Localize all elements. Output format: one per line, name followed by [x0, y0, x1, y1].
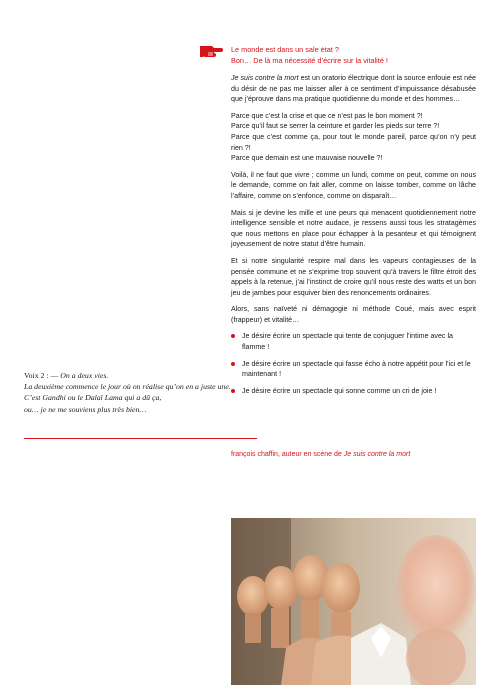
wish-list — [231, 331, 476, 396]
paragraph-text: est un oratorio électrique dont la source enfouie est née du désir de ne pas me laisser aller à ce sentiment d’impuissance désabusée que j’éprouve dans ma pratique quotidienne du monde et des hommes… — [231, 74, 476, 104]
quote-line: On a deux vies. — [60, 371, 109, 380]
list-item — [231, 359, 476, 380]
quote-line: ou… je ne me souviens plus très bien… — [24, 404, 147, 414]
question-line: Parce que demain est une mauvaise nouvelle ?! — [231, 154, 383, 163]
intro-line: Le monde est dans un sale état ? — [231, 45, 339, 54]
author-signature — [231, 451, 476, 458]
paragraph-1 — [231, 73, 476, 105]
question-line: Parce que c’est la crise et que ce n’est pas le bon moment ?! — [231, 111, 423, 120]
separator-line — [24, 438, 257, 439]
bullet-icon — [231, 334, 235, 338]
list-item — [231, 386, 476, 397]
list-item — [231, 331, 476, 352]
paragraph-5: Et si notre singularité respire mal dans les vapeurs contagieuses de la pensée commune et ne s’exprime trop souvent qu’à travers le filtre étroit des appels à la retenue, j’ai l’instinct de croire qu’il nous reste des watts et un bon jeu de jambes pour esquiver bien des renoncements ordinaires. — [231, 256, 476, 297]
photo-illustration — [231, 518, 476, 685]
paragraph-2 — [231, 111, 476, 164]
pointing-hand-icon — [200, 44, 224, 60]
voice-quote — [24, 370, 239, 415]
signature-title: Je suis contre la mort — [343, 451, 411, 458]
question-line: Parce que c’est comme ça, pour tout le monde pareil, parce qu’on n’y peut rien ?! — [231, 132, 476, 152]
intro-line: Bon… De là ma nécessité d’écrire sur la vitalité ! — [231, 56, 388, 65]
paragraph-3: Voilà, il ne faut que vivre ; comme un lundi, comme on peut, comme on nous le demande, comme on fait aller, comme on laisse tomber, comme on lâche l’affaire, comme on s’enfonce, comme on disparaît… — [231, 170, 476, 200]
quote-line: C’est Gandhi ou le Dalaï Lama qui a dû ça, — [24, 393, 162, 403]
list-item-text: Je désire écrire un spectacle qui sonne comme un cri de joie ! — [242, 386, 437, 395]
bullet-icon — [231, 362, 235, 366]
intro-heading — [231, 44, 476, 66]
list-item-text: Je désire écrire un spectacle qui fasse écho à notre appétit pour l’ici et le maintenant ! — [242, 359, 471, 379]
voice-label: Voix 2 : — — [24, 371, 61, 380]
main-text — [231, 73, 476, 402]
play-title: Je suis contre la mort — [231, 74, 299, 82]
signature-text: françois chaffin, auteur en scène de — [231, 451, 344, 458]
paragraph-6: Alors, sans naïveté ni démagogie ni méthode Coué, mais avec esprit (frappeur) et vitalité… — [231, 305, 476, 324]
paragraph-4: Mais si je devine les mille et une peurs qui menacent quotidiennement notre intelligence sensible et notre audace, je ressens aussi tous les stratagèmes que nous mettons en place pour échapper à la pesanteur et qui témoignent joyeusement de notre statut d’être humain. — [231, 208, 476, 249]
question-line: Parce qu’il faut se serrer la ceinture et garder les pieds sur terre ?! — [231, 122, 440, 131]
list-item-text: Je désire écrire un spectacle qui tente de conjuguer l’intime avec la flamme ! — [242, 332, 453, 352]
mannequin-heads-photo — [231, 518, 476, 685]
quote-line: La deuxième commence le jour où on réalise qu’on en a juste une. — [24, 382, 231, 392]
